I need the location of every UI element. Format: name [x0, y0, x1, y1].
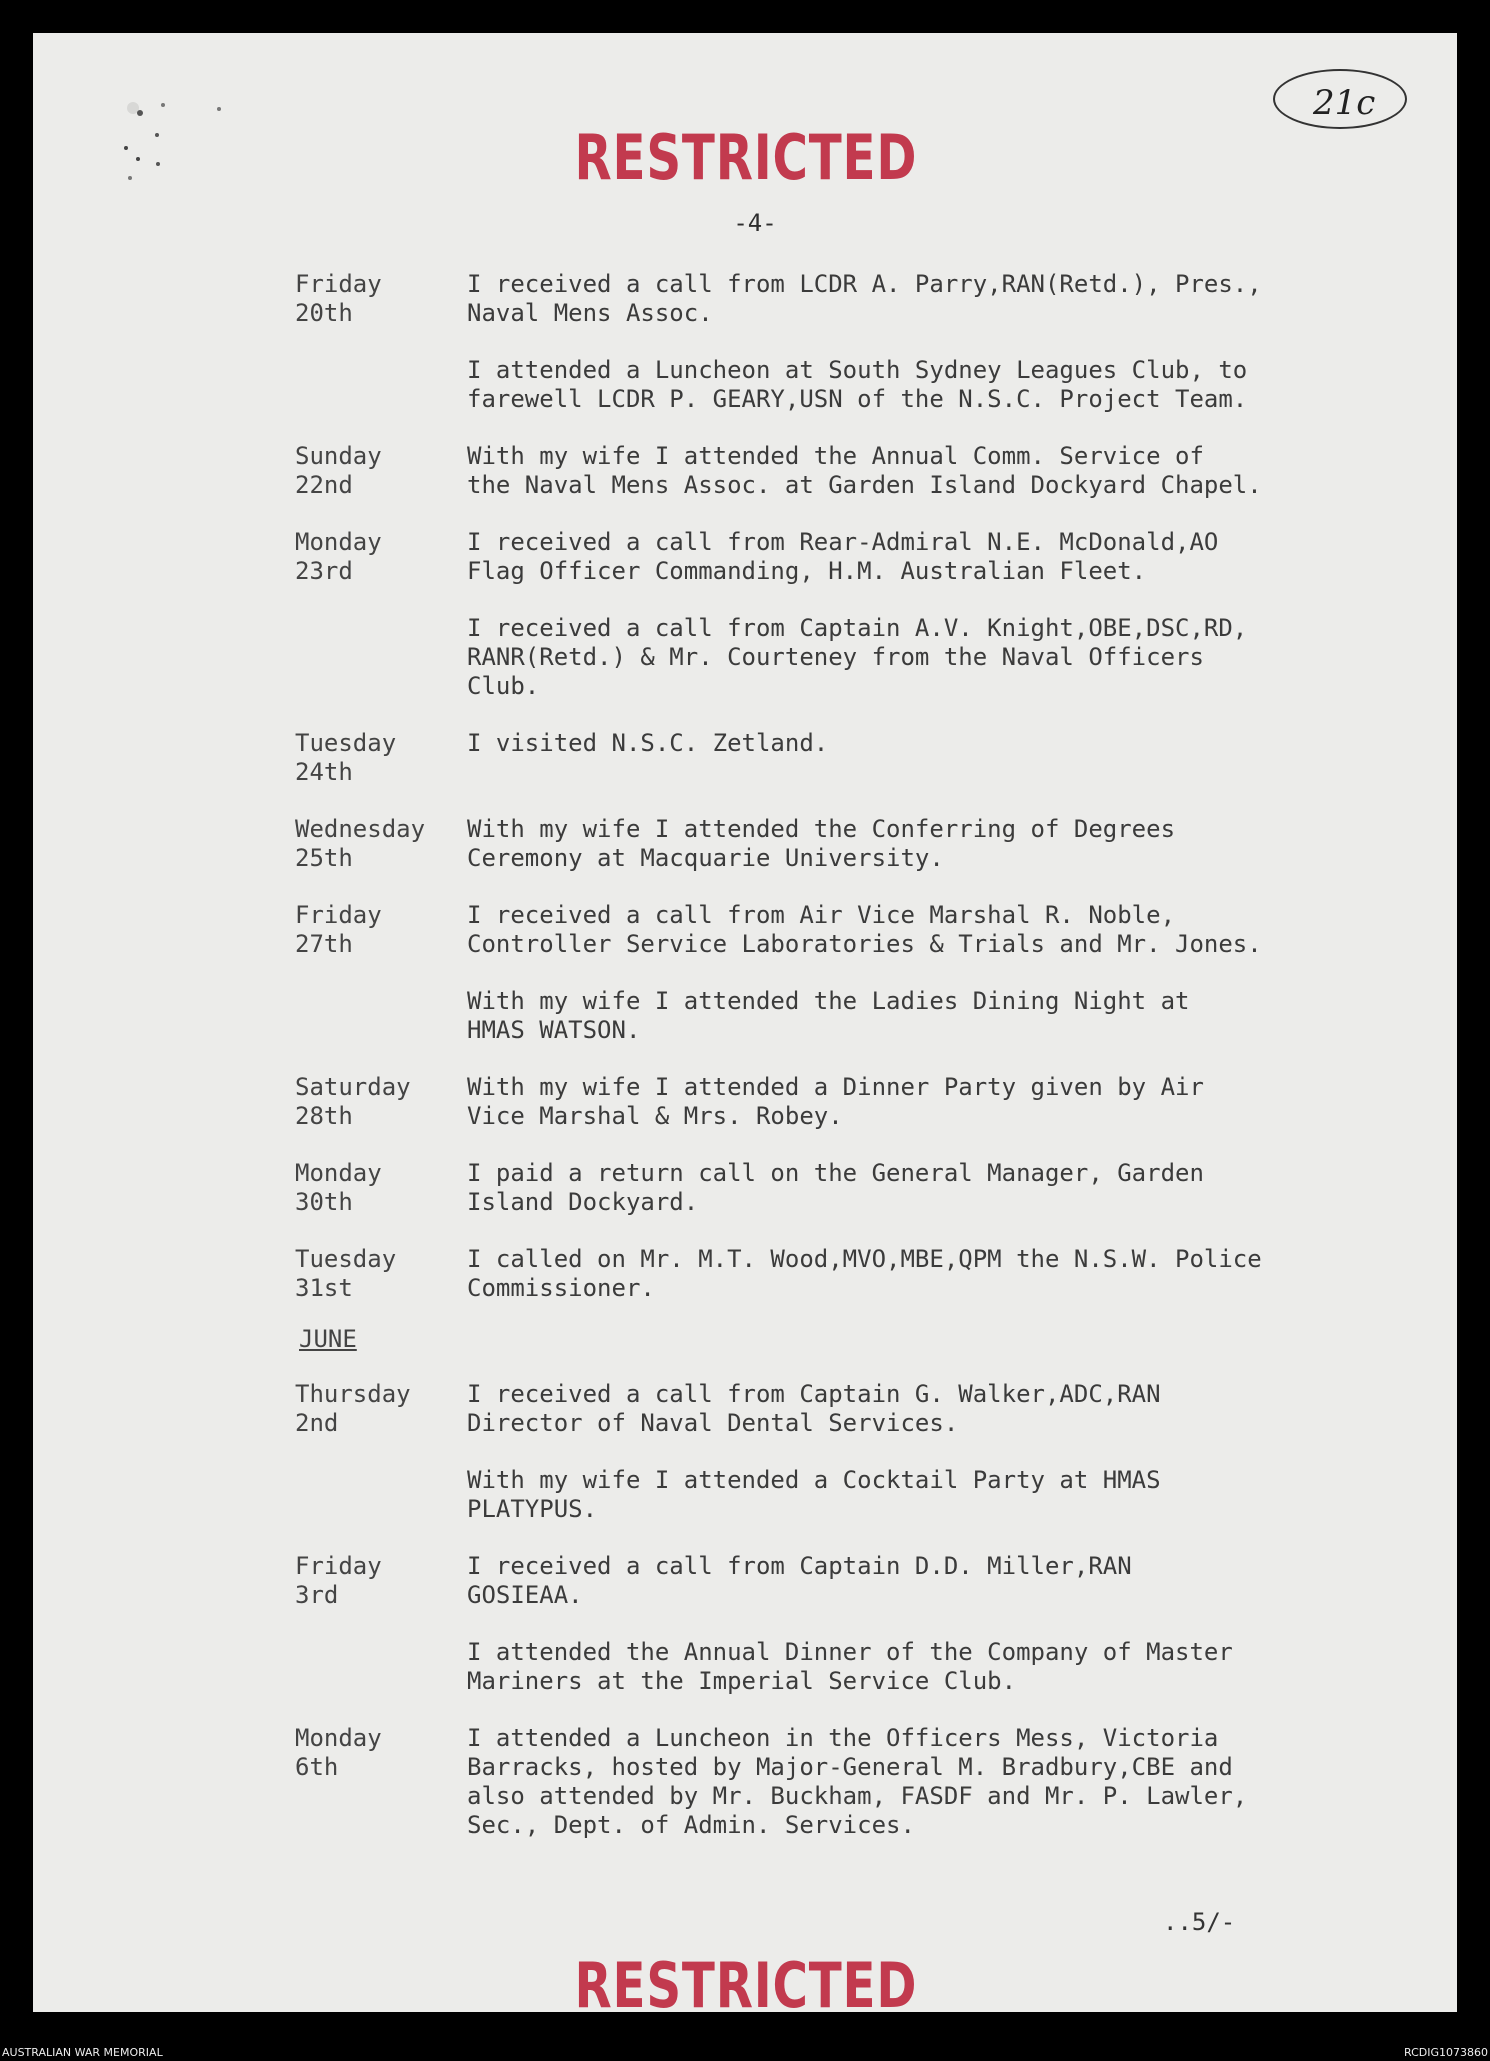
diary-entry — [295, 1073, 1435, 1131]
entry-paragraph: With my wife I attended a Cocktail Party at HMAS PLATYPUS. — [467, 1466, 1161, 1523]
entry-date: Monday 23rd — [295, 528, 382, 585]
entry-paragraph: With my wife I attended the Annual Comm. Service of the Naval Mens Assoc. at Garden Island Dockyard Chapel. — [467, 442, 1262, 499]
entry-paragraph: I received a call from LCDR A. Parry,RAN(Retd.), Pres., Naval Mens Assoc. — [467, 270, 1262, 327]
entry-date: Friday 3rd — [295, 1552, 382, 1609]
entry-paragraph: I received a call from Air Vice Marshal R. Noble, Controller Service Laboratories & Trials and Mr. Jones. — [467, 901, 1262, 958]
entry-text — [467, 1380, 1435, 1524]
page-number: -4- — [733, 209, 777, 237]
file-mark: 21c — [1313, 83, 1376, 123]
entry-date: Friday 27th — [295, 901, 382, 958]
entry-date: Tuesday 31st — [295, 1245, 397, 1302]
entry-text — [467, 1245, 1435, 1303]
entry-paragraph: I received a call from Captain A.V. Knight,OBE,DSC,RD, RANR(Retd.) & Mr. Courteney from the Naval Officers Club. — [467, 614, 1248, 700]
entry-paragraph: With my wife I attended the Conferring of Degrees Ceremony at Macquarie University. — [467, 815, 1176, 872]
diary-entry — [295, 270, 1435, 414]
entry-paragraph: I received a call from Captain D.D. Miller,RAN GOSIEAA. — [467, 1552, 1132, 1609]
entry-paragraph: I received a call from Captain G. Walker,ADC,RAN Director of Naval Dental Services. — [467, 1380, 1161, 1437]
entry-paragraph: With my wife I attended a Dinner Party given by Air Vice Marshal & Mrs. Robey. — [467, 1073, 1204, 1130]
may-entries — [295, 270, 1435, 1303]
diary-entry — [295, 1724, 1435, 1840]
entry-date: Monday 6th — [295, 1724, 382, 1781]
archive-id: RCDIG1073860 — [1403, 2046, 1488, 2059]
diary-entry — [295, 1552, 1435, 1696]
entry-date: Wednesday 25th — [295, 815, 426, 872]
entry-text — [467, 729, 1435, 787]
entry-date: Saturday 28th — [295, 1073, 411, 1130]
entry-date: Thursday 2nd — [295, 1380, 411, 1437]
entry-date: Friday 20th — [295, 270, 382, 327]
continuation-mark: ..5/- — [1163, 1908, 1236, 1936]
entry-paragraph: I received a call from Rear-Admiral N.E. McDonald,AO Flag Officer Commanding, H.M. Australian Fleet. — [467, 528, 1219, 585]
entry-date: Sunday 22nd — [295, 442, 382, 499]
diary-entry — [295, 1159, 1435, 1217]
diary-entry — [295, 729, 1435, 787]
june-entries — [295, 1380, 1435, 1840]
entry-text — [467, 528, 1435, 701]
entry-paragraph: I paid a return call on the General Manager, Garden Island Dockyard. — [467, 1159, 1204, 1216]
entry-date: Tuesday 24th — [295, 729, 397, 786]
entry-date: Monday 30th — [295, 1159, 382, 1216]
diary-entry — [295, 815, 1435, 873]
document-page — [33, 33, 1457, 2022]
entry-text — [467, 815, 1435, 873]
diary-entry — [295, 442, 1435, 500]
diary-entry — [295, 1380, 1435, 1524]
entry-paragraph: I attended a Luncheon at South Sydney Leagues Club, to farewell LCDR P. GEARY,USN of the N.S.C. Project Team. — [467, 356, 1248, 413]
entry-paragraph: I attended the Annual Dinner of the Company of Master Mariners at the Imperial Service Club. — [467, 1638, 1233, 1695]
entry-text — [467, 1552, 1435, 1696]
entry-text — [467, 1073, 1435, 1131]
entry-paragraph: I visited N.S.C. Zetland. — [467, 729, 829, 757]
entry-paragraph: With my wife I attended the Ladies Dining Night at HMAS WATSON. — [467, 987, 1190, 1044]
diary-entries — [295, 270, 1435, 1868]
entry-paragraph: I called on Mr. M.T. Wood,MVO,MBE,QPM the N.S.W. Police Commissioner. — [467, 1245, 1262, 1302]
diary-entry — [295, 901, 1435, 1045]
diary-entry — [295, 1245, 1435, 1303]
entry-text — [467, 1159, 1435, 1217]
entry-text — [467, 442, 1435, 500]
restricted-stamp-top: RESTRICTED — [574, 121, 918, 194]
entry-text — [467, 270, 1435, 414]
month-heading: JUNE — [299, 1325, 357, 1353]
restricted-stamp-bottom: RESTRICTED — [574, 1949, 918, 2022]
entry-paragraph: I attended a Luncheon in the Officers Mess, Victoria Barracks, hosted by Major-General M. Bradbury,CBE and also attended by Mr. Buckham, FASDF and Mr. P. Lawler, Sec., Dept. of Admin. Services. — [467, 1724, 1248, 1839]
diary-entry — [295, 528, 1435, 701]
archive-label: AUSTRALIAN WAR MEMORIAL — [2, 2046, 163, 2059]
entry-text — [467, 901, 1435, 1045]
entry-text — [467, 1724, 1435, 1840]
